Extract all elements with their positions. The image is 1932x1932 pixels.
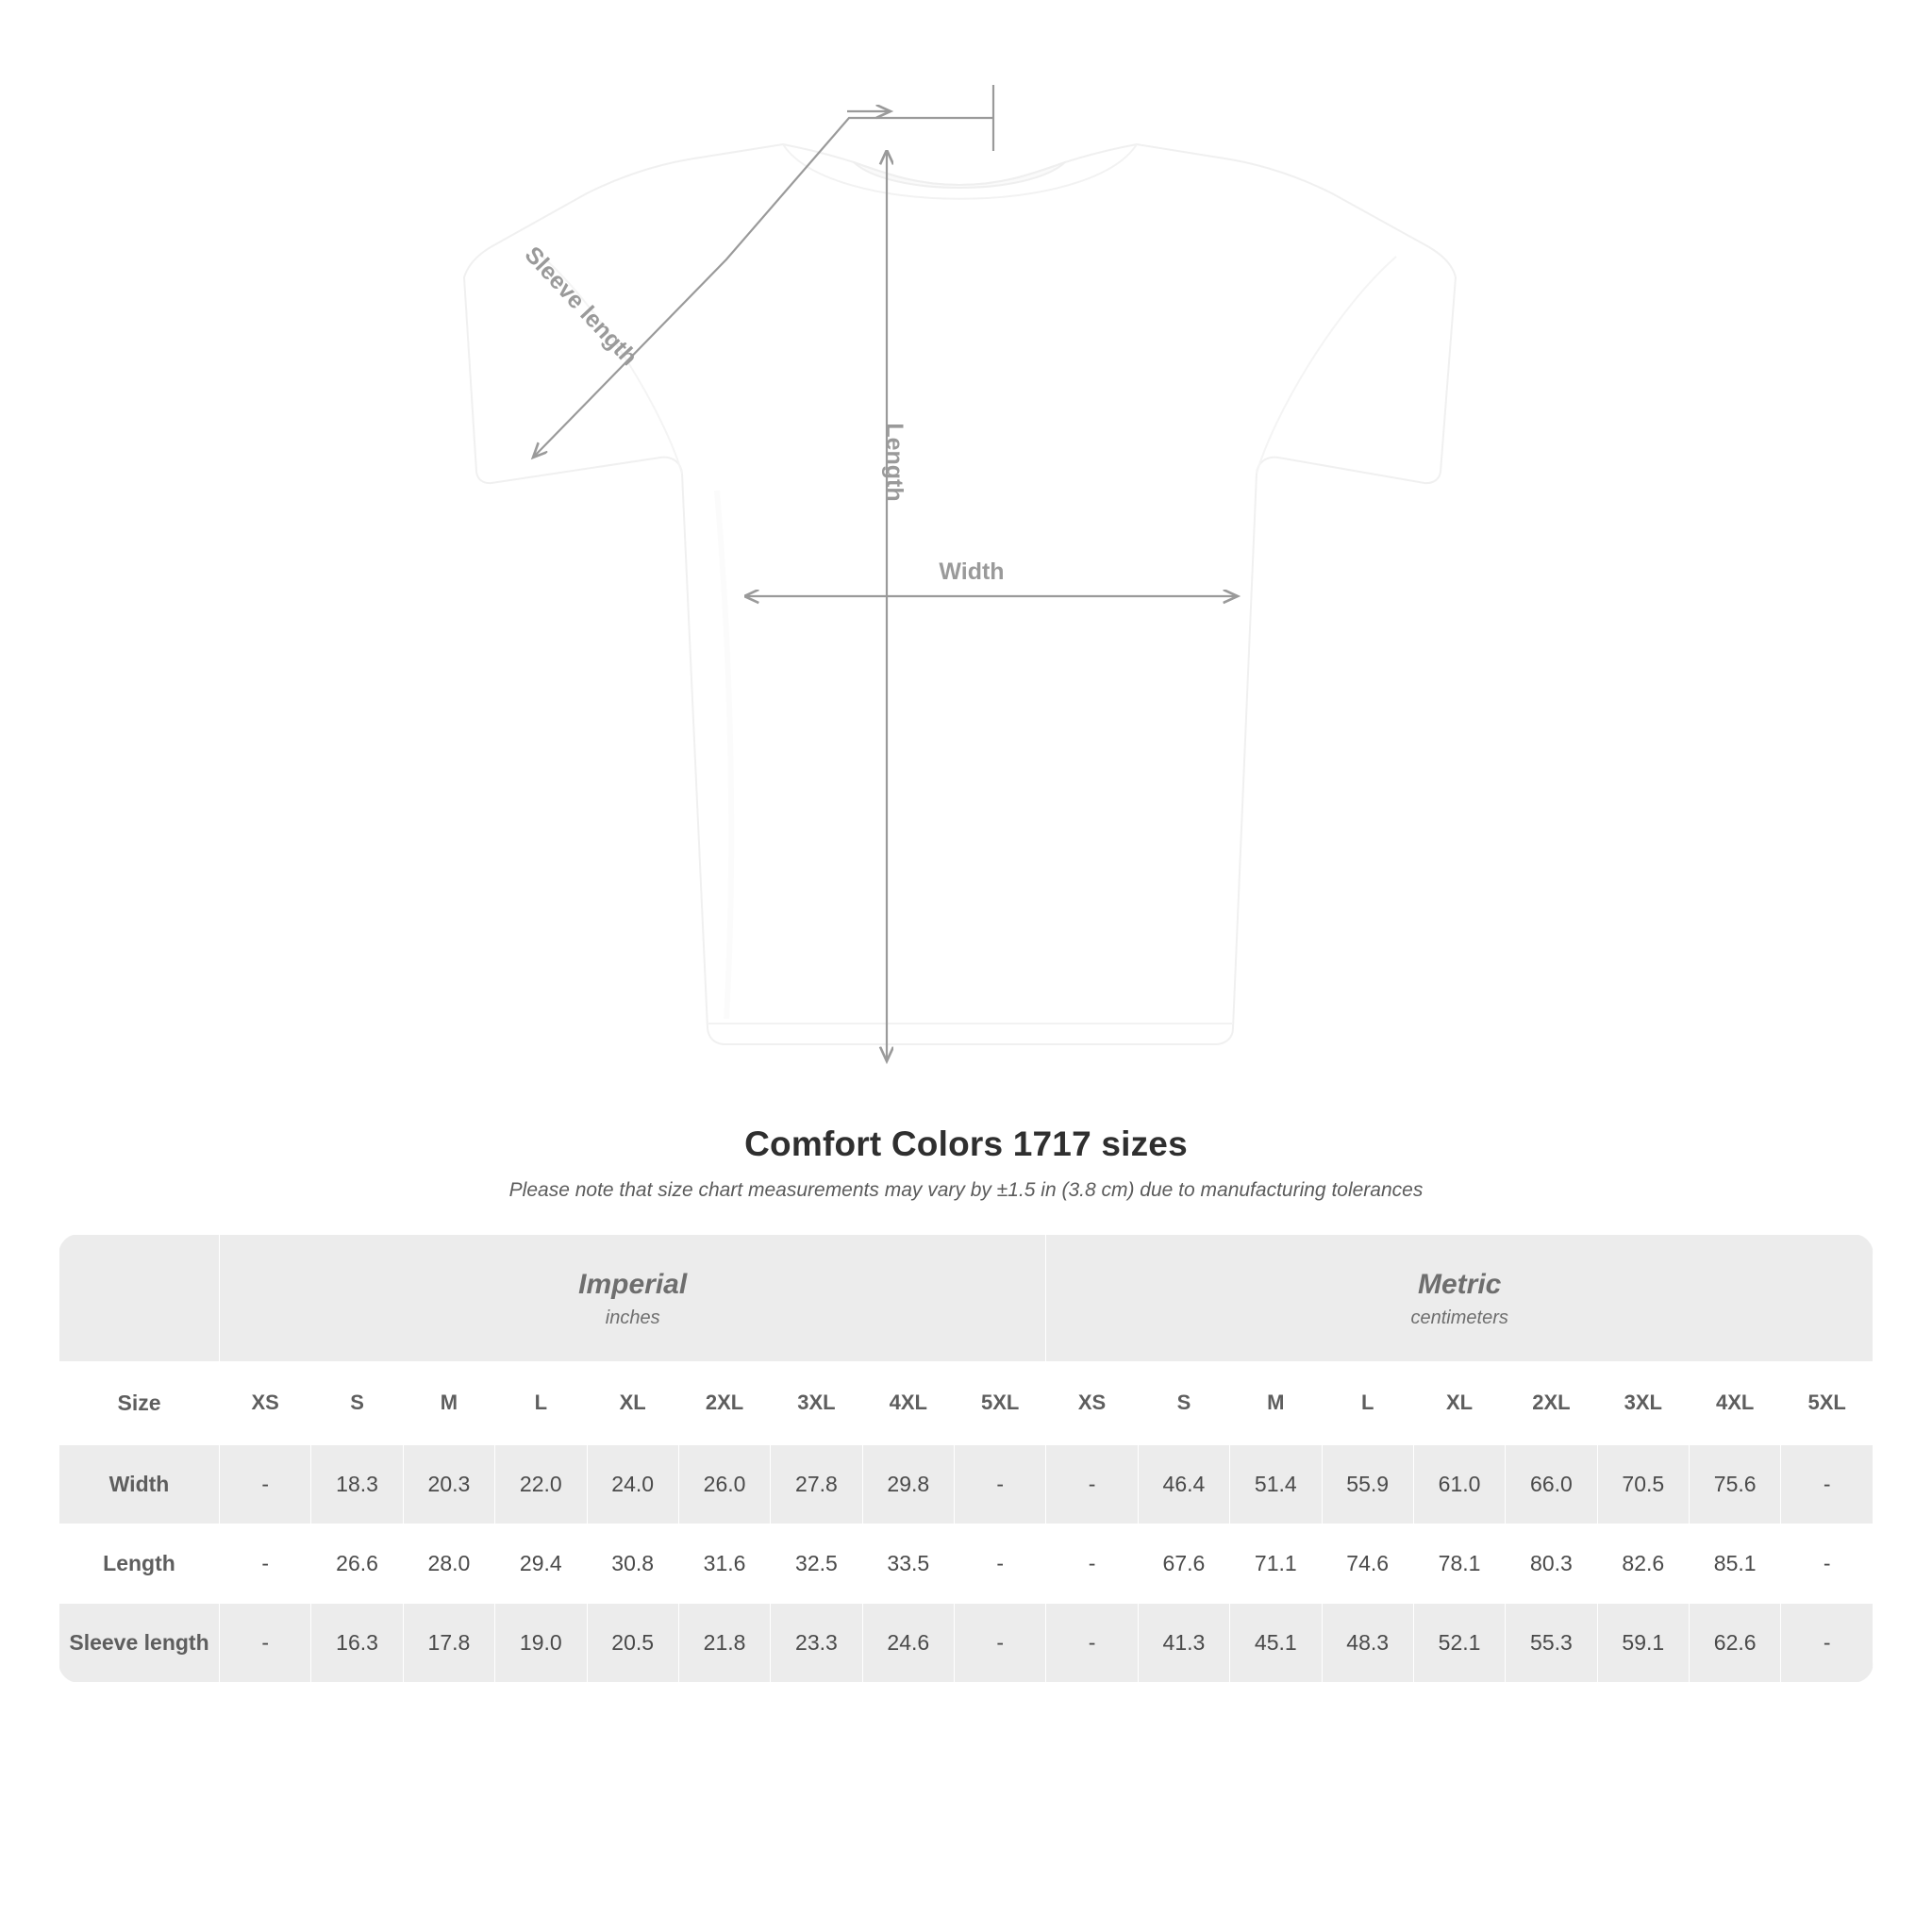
- measurement-cell: 26.0: [678, 1444, 770, 1524]
- measurement-cell: 61.0: [1413, 1444, 1505, 1524]
- measurement-cell: 78.1: [1413, 1524, 1505, 1603]
- measurement-cell: 33.5: [862, 1524, 954, 1603]
- measurement-cell: 45.1: [1230, 1603, 1322, 1682]
- tolerance-note: Please note that size chart measurements may vary by ±1.5 in (3.8 cm) due to manufacturing tolerances: [508, 1179, 1424, 1201]
- size-column-label: Size: [59, 1361, 220, 1444]
- size-header-cell: 4XL: [862, 1361, 954, 1444]
- measurement-cell: 24.0: [587, 1444, 678, 1524]
- measurement-cell: 75.6: [1690, 1444, 1781, 1524]
- unit-subtitle: centimeters: [1410, 1307, 1508, 1328]
- size-header-cell: S: [311, 1361, 403, 1444]
- measurement-cell: -: [1046, 1524, 1138, 1603]
- size-header-cell: XL: [587, 1361, 678, 1444]
- width-label: Width: [939, 558, 1005, 585]
- size-header-cell: 3XL: [1597, 1361, 1689, 1444]
- table-row: [59, 1444, 1874, 1524]
- size-header-cell: 4XL: [1690, 1361, 1781, 1444]
- measurement-cell: 85.1: [1690, 1524, 1781, 1603]
- measurement-cell: 20.5: [587, 1603, 678, 1682]
- measurement-cell: 20.3: [403, 1444, 494, 1524]
- size-header-cell: XS: [1046, 1361, 1138, 1444]
- measurement-cell: 48.3: [1322, 1603, 1413, 1682]
- page-title: Comfort Colors 1717 sizes: [744, 1124, 1188, 1163]
- measurement-cell: 29.8: [862, 1444, 954, 1524]
- measurement-cell: 26.6: [311, 1524, 403, 1603]
- measurement-cell: 32.5: [771, 1524, 862, 1603]
- measurement-cell: 67.6: [1138, 1524, 1229, 1603]
- size-header-cell: 5XL: [955, 1361, 1046, 1444]
- measurement-cell: 80.3: [1506, 1524, 1597, 1603]
- measurement-cell: 28.0: [403, 1524, 494, 1603]
- size-header-cell: XL: [1413, 1361, 1505, 1444]
- measurement-cell: -: [1781, 1444, 1874, 1524]
- measurement-cell: 52.1: [1413, 1603, 1505, 1682]
- measurement-cell: 21.8: [678, 1603, 770, 1682]
- measurement-cell: 70.5: [1597, 1444, 1689, 1524]
- measurement-cell: -: [955, 1603, 1046, 1682]
- measurement-cell: 30.8: [587, 1524, 678, 1603]
- size-header-cell: S: [1138, 1361, 1229, 1444]
- measurement-cell: 22.0: [495, 1444, 587, 1524]
- measurement-cell: 46.4: [1138, 1444, 1229, 1524]
- measurement-cell: 62.6: [1690, 1603, 1781, 1682]
- measurement-cell: 51.4: [1230, 1444, 1322, 1524]
- measurement-cell: -: [1046, 1444, 1138, 1524]
- size-header-cell: L: [495, 1361, 587, 1444]
- size-table: [58, 1234, 1874, 1683]
- measurement-cell: -: [955, 1444, 1046, 1524]
- row-label: Length: [59, 1524, 220, 1603]
- tshirt-shape: [464, 144, 1456, 1044]
- size-header-cell: 5XL: [1781, 1361, 1874, 1444]
- measurement-cell: -: [1781, 1524, 1874, 1603]
- measurement-cell: 74.6: [1322, 1524, 1413, 1603]
- unit-header-metric: [1046, 1235, 1874, 1362]
- measurement-cell: 55.9: [1322, 1444, 1413, 1524]
- size-table-wrapper: [58, 1234, 1874, 1683]
- measurement-cell: 55.3: [1506, 1603, 1597, 1682]
- measurement-cell: 27.8: [771, 1444, 862, 1524]
- table-row: [59, 1603, 1874, 1682]
- measurement-cell: -: [220, 1524, 311, 1603]
- measurement-cell: 17.8: [403, 1603, 494, 1682]
- row-label: Width: [59, 1444, 220, 1524]
- size-header-cell: L: [1322, 1361, 1413, 1444]
- measurement-cell: 31.6: [678, 1524, 770, 1603]
- measurement-cell: 71.1: [1230, 1524, 1322, 1603]
- unit-name: Metric: [1418, 1269, 1502, 1300]
- measurement-cell: 24.6: [862, 1603, 954, 1682]
- size-header-cell: M: [1230, 1361, 1322, 1444]
- measurement-cell: 66.0: [1506, 1444, 1597, 1524]
- measurement-cell: -: [220, 1603, 311, 1682]
- size-header-cell: 2XL: [1506, 1361, 1597, 1444]
- measurement-cell: -: [1046, 1603, 1138, 1682]
- measurement-cell: 16.3: [311, 1603, 403, 1682]
- measurement-cell: 59.1: [1597, 1603, 1689, 1682]
- size-header-cell: 2XL: [678, 1361, 770, 1444]
- measurement-cell: -: [955, 1524, 1046, 1603]
- measurement-cell: 41.3: [1138, 1603, 1229, 1682]
- measurement-cell: 29.4: [495, 1524, 587, 1603]
- unit-subtitle: inches: [605, 1307, 660, 1328]
- measurement-cell: -: [1781, 1603, 1874, 1682]
- unit-header-imperial: [220, 1235, 1046, 1362]
- unit-header-row: [59, 1235, 1874, 1362]
- sleeve-length-label: Sleeve length: [519, 242, 643, 372]
- table-row: [59, 1524, 1874, 1603]
- measurement-cell: 82.6: [1597, 1524, 1689, 1603]
- unit-header-spacer: [59, 1235, 220, 1362]
- measurement-cell: 18.3: [311, 1444, 403, 1524]
- unit-name: Imperial: [578, 1269, 688, 1300]
- length-label: Length: [881, 423, 908, 502]
- size-header-row: [59, 1361, 1874, 1444]
- row-label: Sleeve length: [59, 1603, 220, 1682]
- measurement-cell: 23.3: [771, 1603, 862, 1682]
- size-header-cell: XS: [220, 1361, 311, 1444]
- measurement-cell: 19.0: [495, 1603, 587, 1682]
- measurement-cell: -: [220, 1444, 311, 1524]
- size-header-cell: M: [403, 1361, 494, 1444]
- size-header-cell: 3XL: [771, 1361, 862, 1444]
